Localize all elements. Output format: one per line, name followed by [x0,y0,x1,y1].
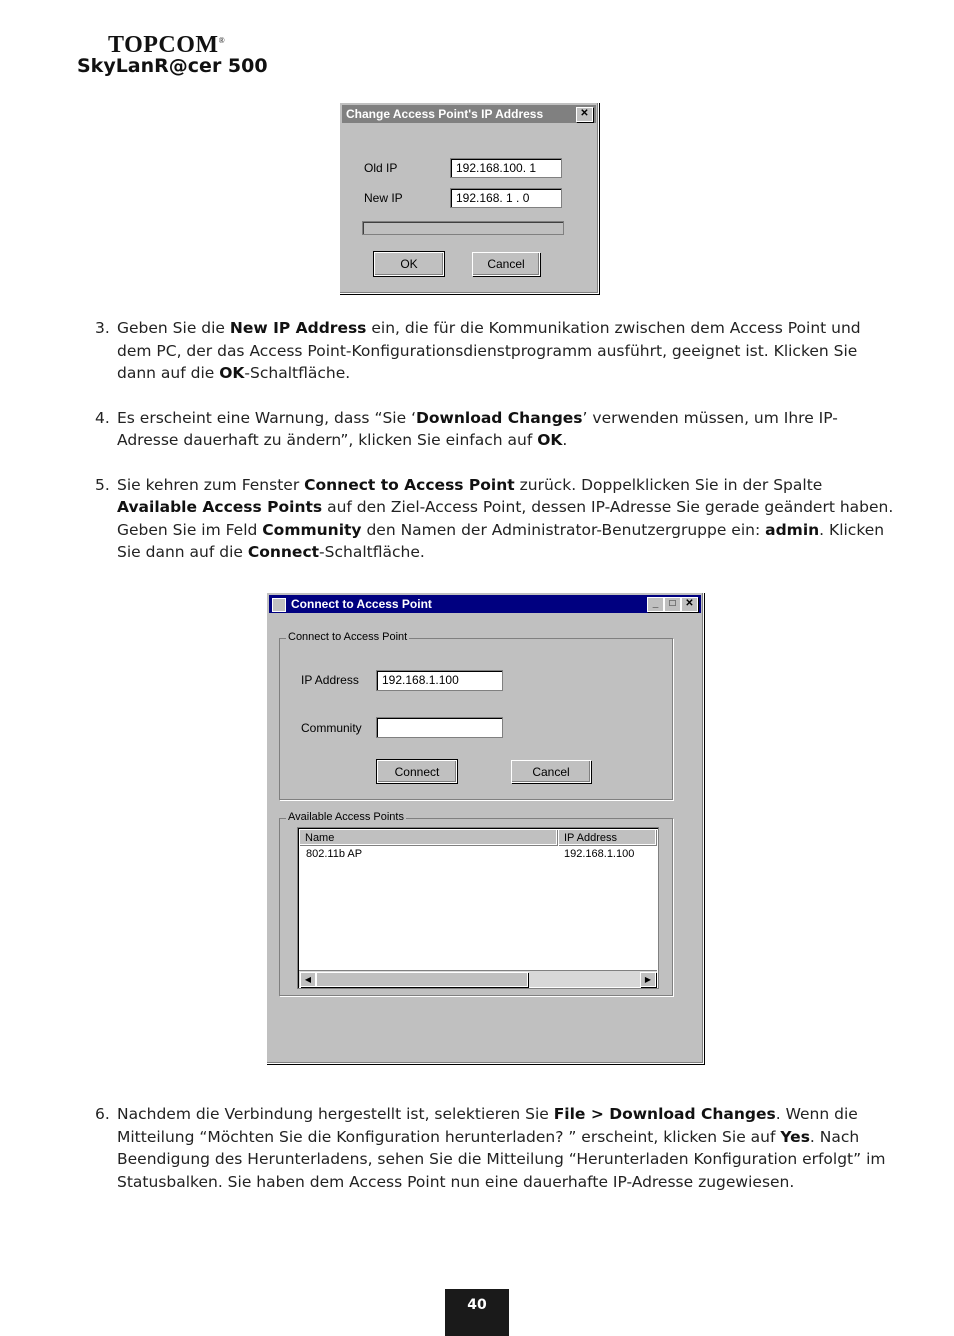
column-header-ip-address[interactable]: IP Address [558,829,656,845]
maximize-icon[interactable]: □ [664,597,681,612]
close-icon[interactable]: ✕ [576,107,593,122]
list-item-ip[interactable]: 192.168.1.100 [564,848,635,860]
community-input[interactable] [376,717,503,738]
old-ip-field[interactable]: 192.168.100. 1 [450,158,562,178]
minimize-icon[interactable]: _ [647,597,664,612]
page-number: 40 [445,1289,509,1336]
connect-dialog [266,592,704,1064]
ip-address-input[interactable]: 192.168.1.100 [376,670,503,691]
connect-title: Connect to Access Point [291,597,432,611]
new-ip-label: New IP [364,191,403,205]
instructions-part1 [95,317,895,564]
step-5: 5. Sie kehren zum Fenster Connect to Access Point zurück. Doppelklicken Sie in der Spalte Available Access Points auf den Ziel-Access Point, dessen IP-Adresse Sie gerade geändert haben. Geben Sie im Feld Community den Namen der Administrator-Benutzergruppe ein: admin. Klicken Sie dann auf die Connect-Schaltfläche. [95,475,894,561]
brand-logo: TOPCOM® [108,32,226,58]
trademark-mark: ® [218,36,226,45]
community-label: Community [301,721,362,735]
ip-address-label: IP Address [301,673,359,687]
progress-bar [362,221,564,235]
connect-button[interactable]: Connect [377,760,457,783]
scroll-left-icon[interactable]: ◀ [300,972,316,987]
product-name: SkyLanR@cer 500 [77,55,268,77]
app-icon [272,598,286,612]
step-4: 4. Es erscheint eine Warnung, dass “Sie ‘Download Changes’ verwenden müssen, um Ihre IP-Adresse dauerhaft zu ändern”, klicken Sie einfach auf OK. [95,408,838,449]
step-3: 3. Geben Sie die New IP Address ein, die für die Kommunikation zwischen dem Access Point und dem PC, der das Access Point-Konfigurationsdienstprogramm ausführt, geeignet ist. Klicken Sie dann auf die OK-Schaltfläche. [95,319,861,382]
change-ip-titlebar [342,105,596,123]
connect-titlebar [269,595,701,613]
close-icon[interactable]: ✕ [681,597,698,612]
change-ip-title: Change Access Point's IP Address [346,107,544,121]
horizontal-scrollbar[interactable] [299,970,657,987]
new-ip-field[interactable]: 192.168. 1 . 0 [450,188,562,208]
change-ip-dialog [339,102,599,294]
access-point-list[interactable] [297,827,659,989]
ok-button[interactable]: OK [374,252,444,276]
cancel-button[interactable]: Cancel [472,252,540,276]
available-ap-caption: Available Access Points [288,811,404,823]
connect-group-caption: Connect to Access Point [288,631,408,643]
step-6: 6. Nachdem die Verbindung hergestellt ist, selektieren Sie File > Download Changes. Wenn die Mitteilung “Möchten Sie die Konfiguration herunterladen? ” erscheint, klicken Sie auf Yes. Nach Beendigung des Herunterladens, sehen Sie die Mitteilung “Herunterladen Konfiguration erfolgt” im Statusbalken. Sie haben dem Access Point nun eine dauerhafte IP-Adresse zugewiesen. [95,1105,886,1191]
scroll-thumb[interactable] [316,972,528,987]
list-item-name[interactable]: 802.11b AP [306,848,363,860]
cancel-button[interactable]: Cancel [511,760,591,783]
scroll-right-icon[interactable]: ▶ [640,972,656,987]
instructions-part2 [95,1103,895,1193]
column-header-name[interactable]: Name [299,829,557,845]
old-ip-label: Old IP [364,161,398,175]
